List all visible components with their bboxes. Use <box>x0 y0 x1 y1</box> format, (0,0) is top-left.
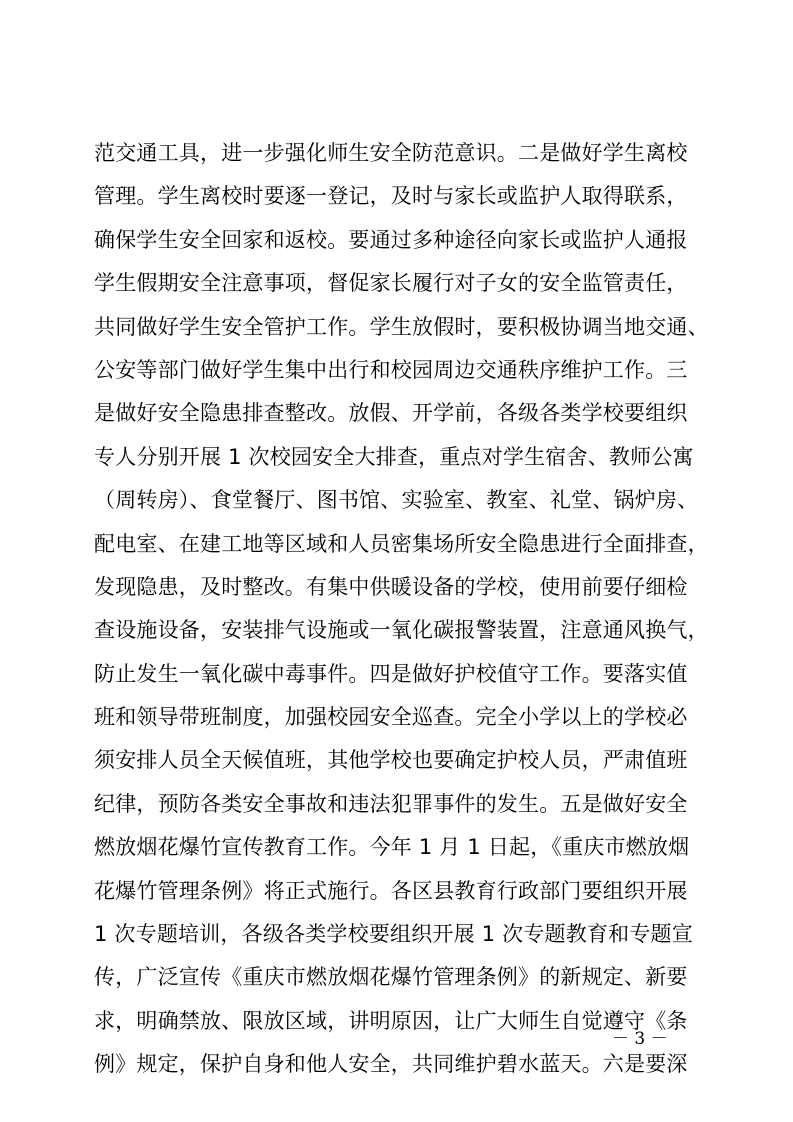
body-paragraph <box>94 132 714 1087</box>
text-line: 例》规定，保护自身和他人安全，共同维护碧水蓝天。六是要深 <box>94 1052 688 1077</box>
text-line: 是做好安全隐患排查整改。放假、开学前，各级各类学校要组织 <box>94 401 688 426</box>
text-line: 纪律，预防各类安全事故和违法犯罪事件的发生。五是做好安全 <box>94 791 688 816</box>
page-number: － 3 － <box>612 1029 668 1049</box>
text-line: 求，明确禁放、限放区域，讲明原因，让广大师生自觉遵守《条 <box>94 1008 688 1033</box>
text-line: 花爆竹管理条例》将正式施行。各区县教育行政部门要组织开展 <box>94 878 688 903</box>
text-line: 1 次专题培训，各级各类学校要组织开展 1 次专题教育和专题宣 <box>94 922 693 947</box>
text-line: 燃放烟花爆竹宣传教育工作。今年 1 月 1 日起，《重庆市燃放烟 <box>94 835 690 860</box>
text-line: 管理。学生离校时要逐一登记，及时与家长或监护人取得联系， <box>94 184 688 209</box>
text-line: 传，广泛宣传《重庆市燃放烟花爆竹管理条例》的新规定、新要 <box>94 965 688 990</box>
text-line: 共同做好学生安全管护工作。学生放假时，要积极协调当地交通、 <box>94 314 709 339</box>
text-line: 学生假期安全注意事项，督促家长履行对子女的安全监管责任， <box>94 271 688 296</box>
text-line: 班和领导带班制度，加强校园安全巡查。完全小学以上的学校必 <box>94 705 688 730</box>
text-line: 配电室、在建工地等区域和人员密集场所安全隐患进行全面排查， <box>94 531 709 556</box>
text-line: 发现隐患，及时整改。有集中供暖设备的学校，使用前要仔细检 <box>94 574 688 599</box>
text-line: 专人分别开展 1 次校园安全大排查，重点对学生宿舍、教师公寓 <box>94 444 694 469</box>
text-line: 公安等部门做好学生集中出行和校园周边交通秩序维护工作。三 <box>94 357 688 382</box>
text-line: 防止发生一氧化碳中毒事件。四是做好护校值守工作。要落实值 <box>94 661 688 686</box>
text-line: 须安排人员全天候值班，其他学校也要确定护校人员，严肃值班 <box>94 748 688 773</box>
text-line: 范交通工具，进一步强化师生安全防范意识。二是做好学生离校 <box>94 141 688 165</box>
text-line: 查设施设备，安装排气设施或一氧化碳报警装置，注意通风换气， <box>94 618 709 643</box>
text-line: 确保学生安全回家和返校。要通过多种途径向家长或监护人通报 <box>94 227 688 252</box>
text-line: （周转房）、食堂餐厅、图书馆、实验室、教室、礼堂、锅炉房、 <box>94 488 699 513</box>
